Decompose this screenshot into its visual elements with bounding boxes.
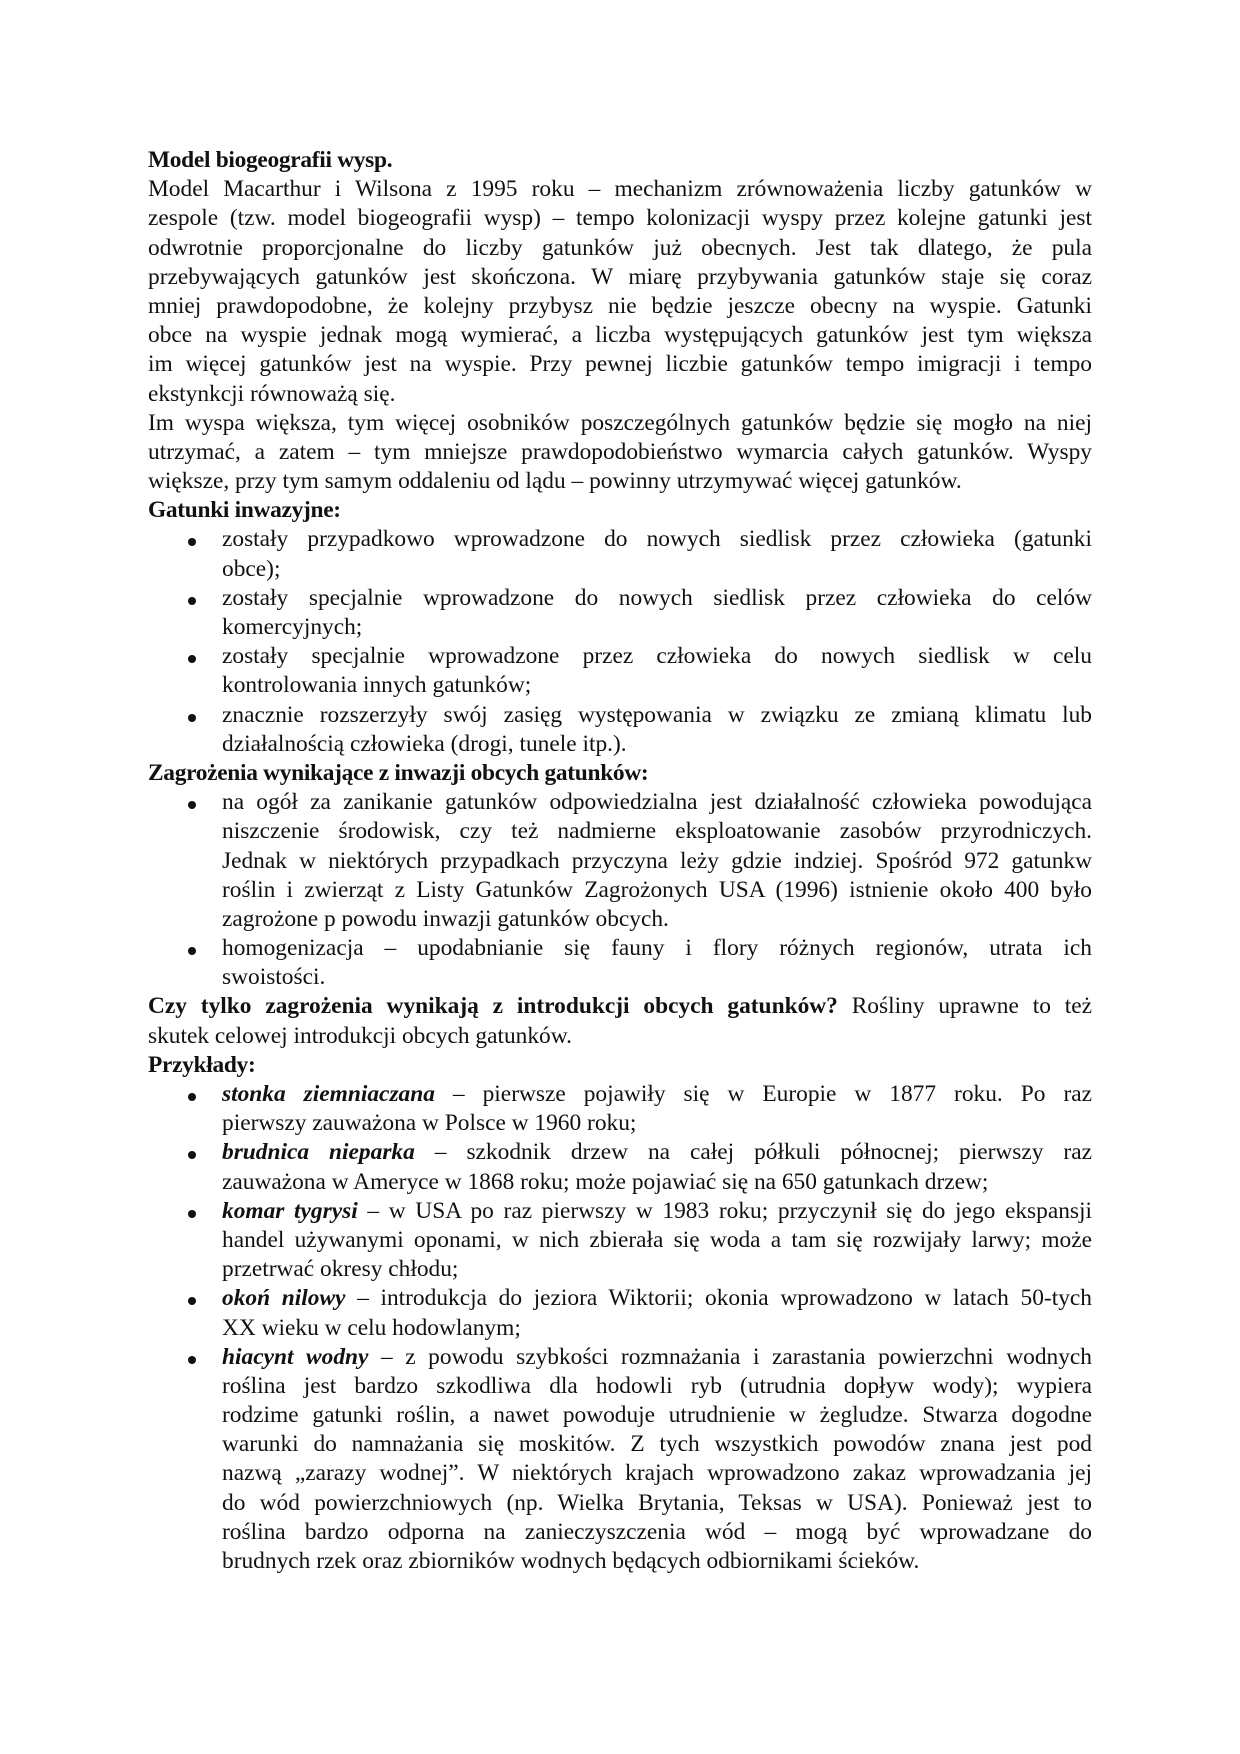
text-line: znacznie rozszerzyły swój zasięg występowania w związku ze zmianą klimatu lub (222, 701, 1092, 728)
examples-list (148, 1080, 1092, 1576)
text-line (222, 1343, 1092, 1372)
species-term: stonka ziemniaczana (222, 1081, 435, 1107)
text-line: zostały przypadkowo wprowadzone do nowych siedlisk przez człowieka (gatunki (222, 526, 1092, 553)
species-term: komar tygrysi (222, 1197, 358, 1224)
bullet-icon (188, 642, 198, 671)
text-line: mniej prawdopodobne, że kolejny przybysz nie będzie jeszcze obecny na wyspie. Gatunki (148, 292, 1092, 319)
section-heading-invasive: Gatunki inwazyjne: (148, 497, 341, 524)
bullet-icon (188, 525, 198, 554)
text-line: im więcej gatunków jest na wyspie. Przy pewnej liczbie gatunków tempo imigracji i tempo (148, 351, 1092, 378)
question-bold: Czy tylko zagrożenia wynikają z introdukcji obcych gatunków? (148, 993, 838, 1020)
text-line: niszczenie środowisk, czy też nadmierne eksploatowanie zasobów przyrodniczych. (222, 818, 1092, 845)
text-line: utrzymać, a zatem – tym mniejsze prawdopodobieństwo wymarcia całych gatunków. Wyspy (148, 438, 1092, 465)
text-line: rodzime gatunki roślin, a nawet powoduje utrudnienie w żegludze. Stwarza dogodne (222, 1402, 1092, 1429)
text-line: nazwą „zarazy wodnej”. W niektórych krajach wprowadzono zakaz wprowadzania jej (222, 1460, 1092, 1487)
threats-list (148, 788, 1092, 992)
bullet-icon (188, 1138, 198, 1167)
text-line: działalnością człowieka (drogi, tunele itp.). (222, 730, 627, 757)
text-line: Model Macarthur i Wilsona z 1995 roku – mechanizm zrównoważenia liczby gatunków w (148, 176, 1092, 203)
document-page (148, 146, 1092, 1576)
text-line: roślina bardzo odporna na zanieczyszczenia wód – mogą być wprowadzane do (222, 1518, 1092, 1545)
text-line: pierwszy zauważona w Polsce w 1960 roku; (222, 1110, 637, 1137)
text-line: roślina jest bardzo szkodliwa dla hodowli ryb (utrudnia dopływ wody); wypiera (222, 1372, 1092, 1399)
text-line: do wód powierzchniowych (np. Wielka Brytania, Teksas w USA). Ponieważ jest to (222, 1489, 1092, 1516)
intro-paragraph (148, 175, 1092, 409)
text-line: zostały specjalnie wprowadzone do nowych siedlisk przez człowieka do celów (222, 584, 1092, 611)
bullet-icon (188, 1343, 198, 1372)
text-line: obce na wyspie jednak mogą wymierać, a liczba występujących gatunków jest tym większa (148, 322, 1092, 349)
text-line: zagrożone p powodu inwazji gatunków obcych. (222, 905, 669, 932)
second-paragraph (148, 409, 1092, 497)
text-line (222, 1284, 1092, 1313)
species-desc: – pierwsze pojawiły się w Europie w 1877 roku. Po raz (434, 1081, 1092, 1107)
text-line (148, 992, 1092, 1021)
species-desc: – w USA po raz pierwszy w 1983 roku; przyczynił się do jego ekspansji (357, 1197, 1092, 1224)
text-line: zauważona w Ameryce w 1868 roku; może pojawiać się na 650 gatunkach drzew; (222, 1168, 989, 1195)
text-line: roślin i zwierząt z Listy Gatunków Zagrożonych USA (1996) istnienie około 400 było (222, 876, 1092, 903)
bullet-icon (188, 584, 198, 613)
bullet-icon (188, 788, 198, 817)
section-heading-threats: Zagrożenia wynikające z inwazji obcych gatunków: (148, 759, 649, 786)
text-line: handel używanymi oponami, w nich zbierała się woda a tam się rozwijały larwy; może (222, 1226, 1092, 1253)
list-item (148, 1343, 1092, 1577)
list-item (148, 525, 1092, 583)
list-item (148, 788, 1092, 934)
text-line: brudnych rzek oraz zbiorników wodnych będących odbiornikami ścieków. (222, 1548, 920, 1574)
text-line: zespole (tzw. model biogeografii wysp) – tempo kolonizacji wyspy przez kolejne gatunki jest (148, 205, 1092, 232)
species-desc: – introdukcja do jeziora Wiktorii; okonia wprowadzono w latach 50-tych (345, 1285, 1092, 1312)
text-line: obce); (222, 555, 281, 582)
list-item (148, 934, 1092, 992)
species-desc: – z powodu szybkości rozmnażania i zarastania powierzchni wodnych (368, 1343, 1092, 1370)
list-item (148, 1138, 1092, 1196)
text-line: kontrolowania innych gatunków; (222, 672, 532, 699)
list-item (148, 1197, 1092, 1285)
text-line: Im wyspa większa, tym więcej osobników poszczególnych gatunków będzie się mogło na niej (148, 409, 1092, 436)
bullet-icon (188, 1284, 198, 1313)
text-line: ekstynkcji równoważą się. (148, 380, 396, 407)
document-title: Model biogeografii wysp. (148, 147, 393, 173)
species-term: okoń nilowy (222, 1285, 346, 1312)
text-line: zostały specjalnie wprowadzone przez człowieka do nowych siedlisk w celu (222, 643, 1092, 670)
invasive-list (148, 525, 1092, 759)
text-line: na ogół za zanikanie gatunków odpowiedzialna jest działalność człowieka powodująca (222, 789, 1092, 816)
list-item (148, 584, 1092, 642)
text-line: przebywających gatunków jest skończona. W miarę przybywania gatunków staje się coraz (148, 263, 1092, 290)
text-line: większe, przy tym samym oddaleniu od lądu – powinny utrzymywać więcej gatunków. (148, 468, 962, 495)
text-line: warunki do namnażania się moskitów. Z tych wszystkich powodów znana jest pod (222, 1431, 1092, 1458)
question-paragraph (148, 992, 1092, 1050)
text-line (222, 1080, 1092, 1109)
bullet-icon (188, 701, 198, 730)
text-line: komercyjnych; (222, 614, 363, 640)
list-item (148, 1284, 1092, 1342)
text-line (222, 1197, 1092, 1226)
text-line: XX wieku w celu hodowlanym; (222, 1314, 521, 1341)
text-line: Jednak w niektórych przypadkach przyczyna leży gdzie indziej. Spośród 972 gatunkw (222, 847, 1092, 874)
species-term: hiacynt wodny (222, 1343, 369, 1370)
bullet-icon (188, 1080, 198, 1109)
question-rest: Rośliny uprawne to też (837, 993, 1092, 1020)
section-heading-examples: Przykłady: (148, 1051, 256, 1078)
text-line: homogenizacja – upodabnianie się fauny i flory różnych regionów, utrata ich (222, 935, 1092, 962)
species-term: brudnica nieparka (222, 1139, 415, 1166)
text-line: odwrotnie proporcjonalne do liczby gatunków już obecnych. Jest tak dlatego, że pula (148, 234, 1092, 261)
species-desc: – szkodnik drzew na całej półkuli północnej; pierwszy raz (414, 1139, 1092, 1166)
text-line (222, 1138, 1092, 1167)
bullet-icon (188, 934, 198, 963)
list-item (148, 642, 1092, 700)
bullet-icon (188, 1197, 198, 1226)
list-item (148, 701, 1092, 759)
text-line: przetrwać okresy chłodu; (222, 1256, 459, 1283)
text-line: skutek celowej introdukcji obcych gatunków. (148, 1022, 572, 1049)
text-line: swoistości. (222, 964, 326, 991)
list-item (148, 1080, 1092, 1138)
